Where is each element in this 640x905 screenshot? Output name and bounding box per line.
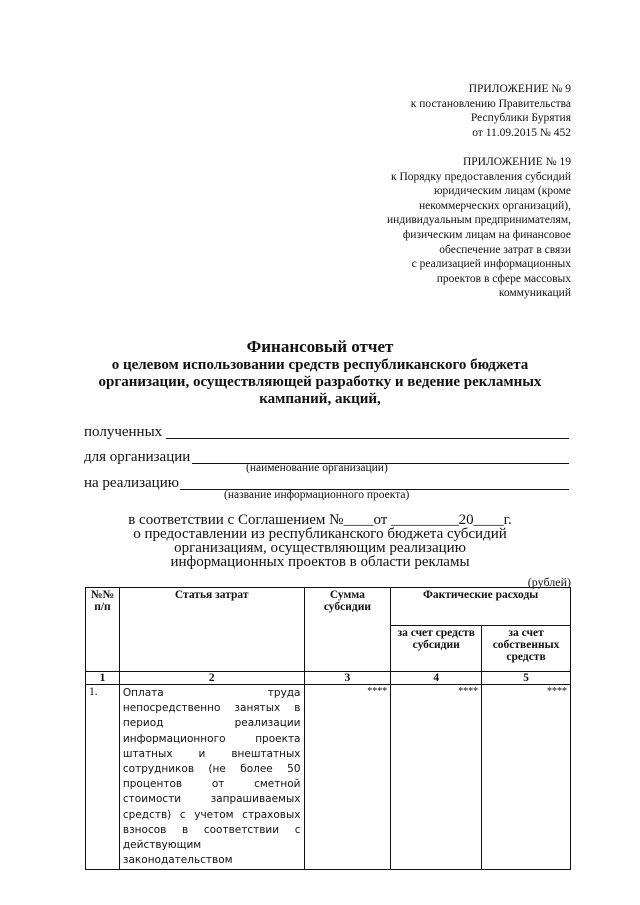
- appendix-9-line: от 11.09.2015 № 452: [472, 126, 571, 139]
- expense-table: [85, 587, 571, 870]
- report-subtitle-line: организации, осуществляющей разработку и ведение рекламных: [98, 374, 542, 390]
- column-number: 3: [304, 672, 391, 685]
- column-number: 2: [119, 672, 304, 685]
- organization-label: для организации: [84, 449, 191, 465]
- header-subsidy: Сумма субсидии: [304, 588, 391, 672]
- received-line[interactable]: [166, 438, 569, 439]
- appendix-19-line: индивидуальным предпринимателям,: [387, 214, 571, 227]
- header-article: Статья затрат: [119, 588, 304, 672]
- header-actual: Фактические расходы: [391, 588, 571, 626]
- organization-hint: (наименование организации): [246, 462, 388, 474]
- header-from-subsidy: за счет средств субсидии: [391, 626, 482, 672]
- report-subtitle-line: о целевом использовании средств республиканского бюджета: [111, 357, 529, 373]
- report-subtitle-line: кампаний, акций,: [259, 391, 381, 407]
- appendix-19-line: ПРИЛОЖЕНИЕ № 19: [462, 156, 571, 168]
- units-label: (рублей): [527, 575, 571, 589]
- appendix-9-line: ПРИЛОЖЕНИЕ № 9: [468, 83, 571, 95]
- agreement-line: в соответствии с Соглашением №____от _________20____г.: [128, 512, 512, 528]
- report-title: [0, 337, 640, 408]
- received-label: полученных: [84, 424, 163, 440]
- implementation-hint: (название информационного проекта): [224, 489, 410, 501]
- appendix-9-block: [411, 82, 571, 140]
- column-number: 5: [482, 672, 571, 685]
- appendix-9-line: к постановлению Правительства: [410, 97, 571, 110]
- table-header-row: [86, 588, 571, 626]
- column-number-row: [86, 672, 571, 685]
- row-article-text: Оплата труда непосредственно занятых в период реализации информационного проекта штатных и внештатных сотрудников (не более 50 процентов от сметной стоимости запрашиваемых средств) с учетом страховых взносов в соответствии с действующим законодательством: [119, 685, 304, 870]
- agreement-block: [0, 513, 640, 569]
- agreement-line: информационных проектов в области рекламы: [170, 554, 470, 570]
- appendix-19-line: юридическим лицам (кроме: [433, 185, 571, 198]
- row-num: 1.: [86, 685, 120, 870]
- agreement-line: о предоставлении из республиканского бюджета субсидий: [133, 526, 507, 542]
- appendix-19-line: некоммерческих организаций),: [418, 199, 571, 212]
- row-from-subsidy-value: ****: [391, 685, 482, 870]
- column-number: 4: [391, 672, 482, 685]
- received-field[interactable]: [84, 421, 569, 443]
- appendix-19-line: обеспечение затрат в связи: [439, 243, 571, 256]
- organization-field[interactable]: [84, 446, 569, 474]
- agreement-line: организациям, осуществляющим реализацию: [174, 540, 466, 556]
- appendix-19-line: к Порядку предоставления субсидий: [391, 170, 571, 183]
- implementation-field[interactable]: [84, 472, 569, 501]
- appendix-19-line: с реализацией информационных: [411, 258, 571, 271]
- appendix-19-line: проектов в сфере массовых: [436, 272, 571, 285]
- appendix-19-block: [387, 155, 571, 301]
- header-from-own: за счет собственных средств: [482, 626, 571, 672]
- report-title-main: Финансовый отчет: [246, 337, 394, 356]
- table-row: [86, 685, 571, 870]
- header-num: №№ п/п: [86, 588, 120, 672]
- appendix-19-line: коммуникаций: [498, 287, 571, 300]
- column-number: 1: [86, 672, 120, 685]
- appendix-19-line: физическим лицам на финансовое: [402, 228, 571, 241]
- implementation-label: на реализацию: [84, 475, 179, 491]
- row-subsidy-value: ****: [304, 685, 391, 870]
- row-from-own-value: ****: [482, 685, 571, 870]
- appendix-9-line: Республики Бурятия: [470, 112, 571, 125]
